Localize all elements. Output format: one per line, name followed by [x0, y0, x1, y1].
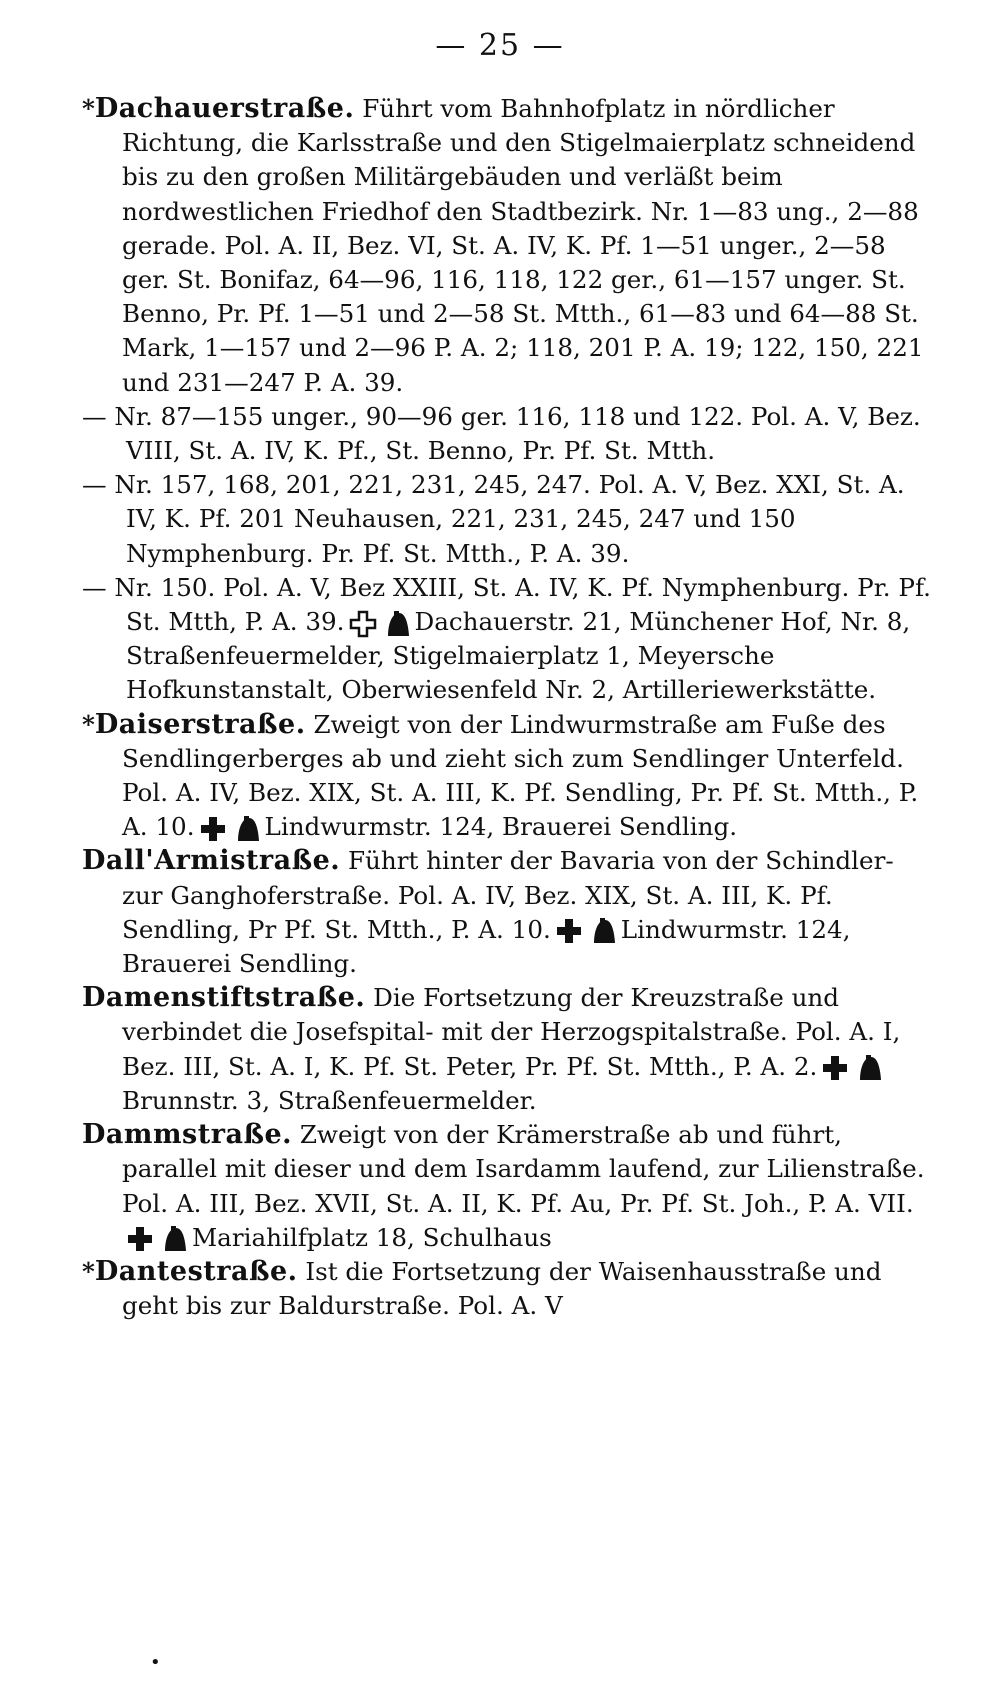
- cross-icon: [555, 917, 583, 945]
- entry-continuation: [82, 400, 932, 468]
- entry-text: Die Fortsetzung der Kreuzstraße und verbindet die Josefspital- mit der Herzogspitalstraße. Pol. A. I, Bez. III, St. A. I, K. Pf. St. Peter, Pr. Pf. St. Mtth., P. A. 2.: [122, 983, 901, 1081]
- station-list: Mariahilfplatz 18, Schulhaus: [192, 1222, 552, 1252]
- fire-helmet-icon: [857, 1054, 883, 1082]
- entry-dallarmistrasse: [82, 844, 932, 981]
- entry-text: — Nr. 150. Pol. A. V, Bez XXIII, St. A. IV, K. Pf. Nymphenburg. Pr. Pf. St. Mtth, P. A. 39.: [82, 572, 931, 637]
- station-list: Lindwurmstr. 124, Brauerei Sendling.: [264, 812, 738, 842]
- star-marker: *: [82, 94, 95, 123]
- entry-dammstrasse: [82, 1118, 932, 1255]
- entry-text: Ist die Fortsetzung der Waisenhausstraße und geht bis zur Baldurstraße. Pol. A. V: [122, 1256, 882, 1321]
- entry-text: Führt vom Bahnhofplatz in nördlicher Richtung, die Karlsstraße und den Stigelmaierplatz schneidend bis zu den großen Militärgebäuden und verläßt beim nordwestlichen Friedhof den Stadtbezirk. Nr. 1—83 ung., 2—88 gerade. Pol. A. II, Bez. VI, St. A. IV, K. Pf. 1—51 unger., 2—58 ger. St. Bonifaz, 64—96, 116, 118, 122 ger., 61—157 unger. St. Benno, Pr. Pf. 1—51 und 2—58 St. Mtth., 61—83 und 64—88 St. Mark, 1—157 und 2—96 P. A. 2; 118, 201 P. A. 19; 122, 150, 221 und 231—247 P. A. 39.: [122, 94, 924, 397]
- page-number: — 25 —: [435, 28, 565, 63]
- entry-text: Zweigt von der Krämerstraße ab und führt, parallel mit dieser und dem Isardamm laufend, zur Lilienstraße. Pol. A. III, Bez. XVII, St. A. II, K. Pf. Au, Pr. Pf. St. Joh., P. A. VII.: [122, 1120, 925, 1218]
- entry-continuation: [82, 468, 932, 571]
- cross-icon: [821, 1054, 849, 1082]
- entry-continuation: [82, 571, 932, 708]
- street-name: Damenstiftstraße.: [82, 982, 366, 1014]
- street-name: Dachauerstraße.: [94, 93, 355, 124]
- station-list: Brunnstr. 3, Straßenfeuermelder.: [122, 1085, 537, 1115]
- entry-text: — Nr. 157, 168, 201, 221, 231, 245, 247. Pol. A. V, Bez. XXI, St. A. IV, K. Pf. 201 Neuhausen, 221, 231, 245, 247 und 150 Nymphenburg. Pr. Pf. St. Mtth., P. A. 39.: [82, 470, 905, 568]
- street-name: Dammstraße.: [82, 1119, 293, 1151]
- entry-text: Führt hinter der Bavaria von der Schindler- zur Ganghoferstraße. Pol. A. IV, Bez. XIX, St. A. III, K. Pf. Sendling, Pr Pf. St. Mtth., P. A. 10.: [122, 846, 894, 944]
- fire-helmet-icon: [235, 815, 261, 843]
- fire-helmet-icon: [385, 610, 411, 638]
- star-marker: *: [82, 1256, 95, 1286]
- cross-icon: [126, 1225, 154, 1253]
- street-name: Dantestraße.: [94, 1255, 298, 1287]
- entry-list: [82, 92, 932, 1323]
- entry-dachauerstrasse: [82, 92, 932, 400]
- station-list: Dachauerstr. 21, Münchener Hof, Nr. 8, Straßenfeuermelder, Stigelmaierplatz 1, Meyersche Hofkunstanstalt, Oberwiesenfeld Nr. 2, Artilleriewerkstätte.: [126, 607, 911, 705]
- entry-daiserstrasse: [82, 708, 932, 845]
- entry-text: — Nr. 87—155 unger., 90—96 ger. 116, 118 und 122. Pol. A. V, Bez. VIII, St. A. IV, K. Pf., St. Benno, Pr. Pf. St. Mtth.: [82, 401, 921, 466]
- cross-outline-icon: [349, 610, 377, 638]
- fire-helmet-icon: [591, 917, 617, 945]
- cross-icon: [199, 815, 227, 843]
- fire-helmet-icon: [162, 1225, 188, 1253]
- star-marker: *: [82, 709, 95, 739]
- station-list: Lindwurmstr. 124, Brauerei Sendling.: [122, 914, 851, 979]
- bottom-mark: •: [150, 1652, 161, 1673]
- street-name: Dall'Armistraße.: [82, 845, 341, 877]
- entry-damenstiftstrasse: [82, 981, 932, 1118]
- entry-dantestrasse: [82, 1255, 932, 1323]
- street-name: Daiserstraße.: [94, 708, 306, 740]
- entry-text: Zweigt von der Lindwurmstraße am Fuße des Sendlingerberges ab und zieht sich zum Sendlinger Unterfeld. Pol. A. IV, Bez. XIX, St. A. III, K. Pf. Sendling, Pr. Pf. St. Mtth., P. A. 10.: [122, 709, 919, 842]
